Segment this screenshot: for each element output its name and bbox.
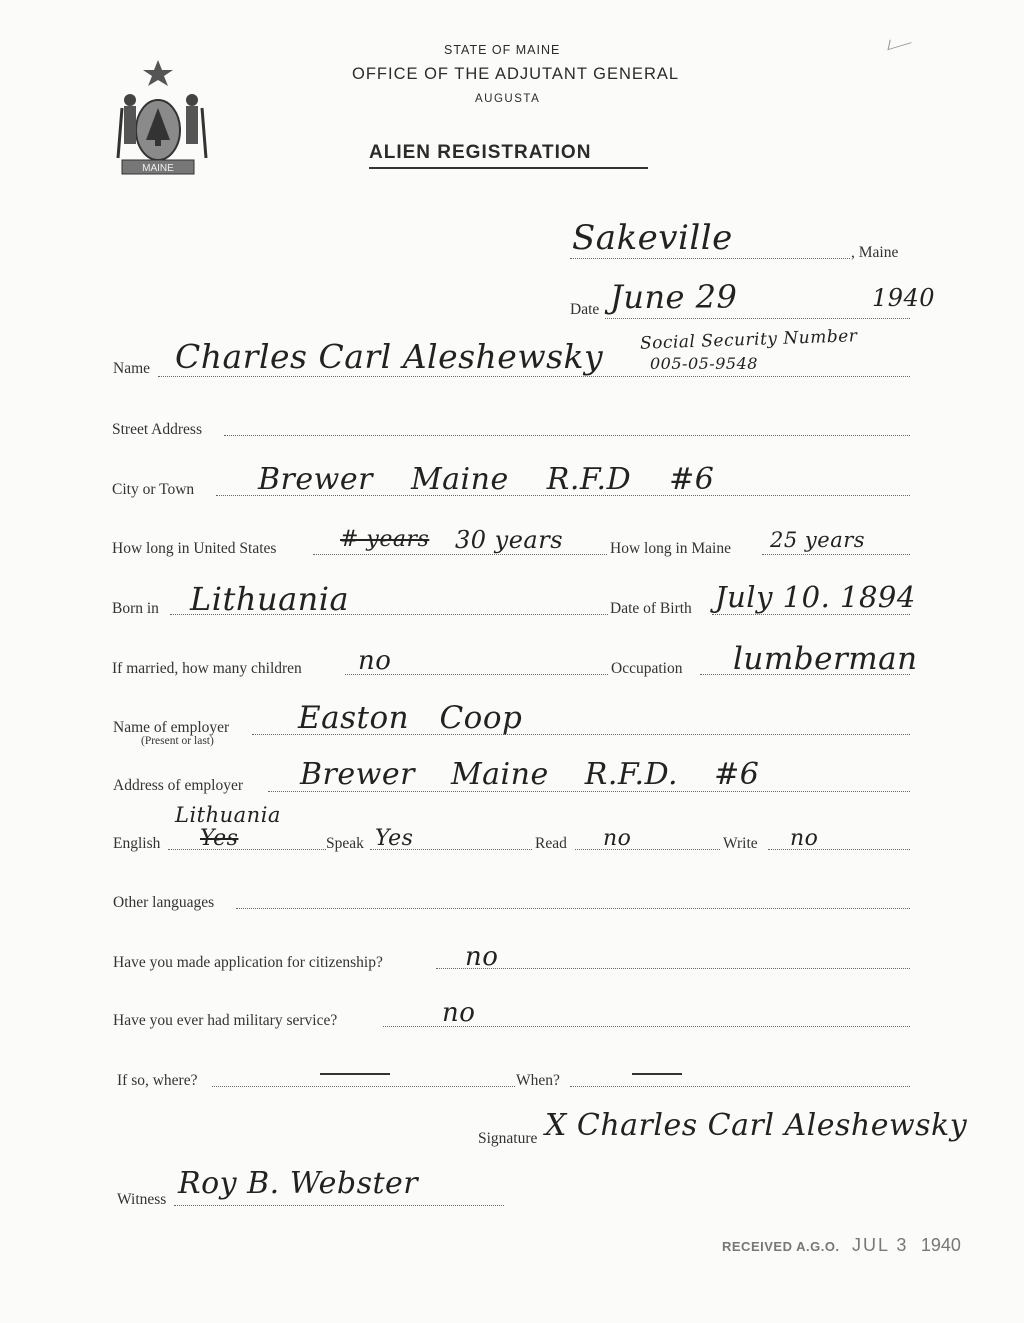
other-languages-line [236, 908, 910, 909]
witness-entry: Roy B. Webster [178, 1166, 419, 1201]
witness-line [174, 1205, 504, 1206]
dob-label: Date of Birth [610, 600, 692, 617]
employer-note: (Present or last) [141, 735, 214, 747]
ssn-label-entry: Social Security Number [639, 326, 858, 354]
how-long-us-line [313, 554, 607, 555]
town-entry: Sakeville [572, 218, 733, 258]
read-line [575, 849, 720, 850]
name-label: Name [113, 360, 151, 377]
children-label: If married, how many children [112, 660, 302, 677]
write-entry: no [790, 826, 819, 851]
how-long-us-entry: 30 years [455, 526, 564, 554]
citizenship-entry: no [465, 942, 499, 972]
date-year-entry: 1940 [872, 284, 936, 312]
city-entry: Brewer Maine R.F.D #6 [258, 462, 715, 497]
header-state: STATE OF MAINE [444, 43, 561, 57]
employer-address-label: Address of employer [113, 777, 243, 794]
born-in-label: Born in [112, 600, 159, 617]
when-line [570, 1086, 910, 1087]
how-long-us-label: How long in United States [112, 540, 277, 557]
street-address-label: Street Address [112, 421, 202, 438]
name-line [158, 376, 910, 377]
how-long-maine-entry: 25 years [770, 528, 866, 552]
check-mark [887, 33, 913, 51]
received-stamp [722, 1235, 961, 1256]
where-dash-mark [320, 1073, 390, 1075]
where-line [212, 1086, 515, 1087]
english-label: English [113, 835, 161, 852]
write-label: Write [723, 835, 758, 852]
seal-label: MAINE [142, 163, 174, 174]
children-entry: no [358, 646, 392, 676]
if-so-where-label: If so, where? [117, 1072, 198, 1089]
read-entry: no [603, 826, 632, 851]
speak-label: Speak [326, 835, 364, 852]
occupation-label: Occupation [611, 660, 683, 677]
military-entry: no [442, 998, 476, 1028]
when-dash-mark [632, 1073, 682, 1075]
employer-entry: Easton Coop [298, 700, 523, 736]
born-in-entry: Lithuania [190, 580, 350, 618]
employer-address-entry: Brewer Maine R.F.D. #6 [300, 757, 760, 792]
dob-line [712, 614, 910, 615]
stamp-year-text: 1940 [920, 1235, 961, 1255]
when-label: When? [516, 1072, 560, 1089]
page-title: ALIEN REGISTRATION [369, 142, 592, 163]
signature-entry: X Charles Carl Aleshewsky [545, 1108, 968, 1143]
date-label: Date [570, 301, 600, 318]
ssn-entry: 005-05-9548 [650, 354, 758, 373]
stamp-date-text: JUL 3 [852, 1235, 909, 1255]
maine-label: , Maine [851, 244, 899, 261]
citizenship-label: Have you made application for citizenship? [113, 954, 383, 971]
stamp-received-text: RECEIVED A.G.O. [722, 1239, 840, 1254]
speak-entry: Yes [375, 826, 414, 851]
title-underline [369, 167, 648, 169]
street-address-line [224, 435, 910, 436]
english-correction-entry: Lithuania [175, 803, 281, 827]
military-label: Have you ever had military service? [113, 1012, 338, 1029]
date-line [605, 318, 910, 319]
header-office: OFFICE OF THE ADJUTANT GENERAL [352, 65, 680, 83]
how-long-maine-line [762, 554, 910, 555]
header-city: AUGUSTA [475, 93, 541, 105]
dob-entry: July 10. 1894 [715, 580, 916, 614]
occupation-entry: lumberman [733, 641, 918, 677]
how-long-us-struck-entry: # years [340, 527, 430, 552]
city-label: City or Town [112, 481, 195, 498]
english-line [168, 849, 326, 850]
employer-label: Name of employer [113, 719, 230, 736]
maine-state-seal [108, 58, 220, 178]
name-entry: Charles Carl Aleshewsky [175, 337, 604, 376]
date-entry: June 29 [610, 278, 738, 316]
signature-label: Signature [478, 1130, 538, 1147]
read-label: Read [535, 835, 567, 852]
other-languages-label: Other languages [113, 894, 215, 911]
witness-label: Witness [117, 1191, 167, 1208]
english-struck-entry: Yes [200, 826, 239, 851]
how-long-maine-label: How long in Maine [610, 540, 731, 557]
citizenship-line [436, 968, 910, 969]
town-line [570, 258, 850, 259]
